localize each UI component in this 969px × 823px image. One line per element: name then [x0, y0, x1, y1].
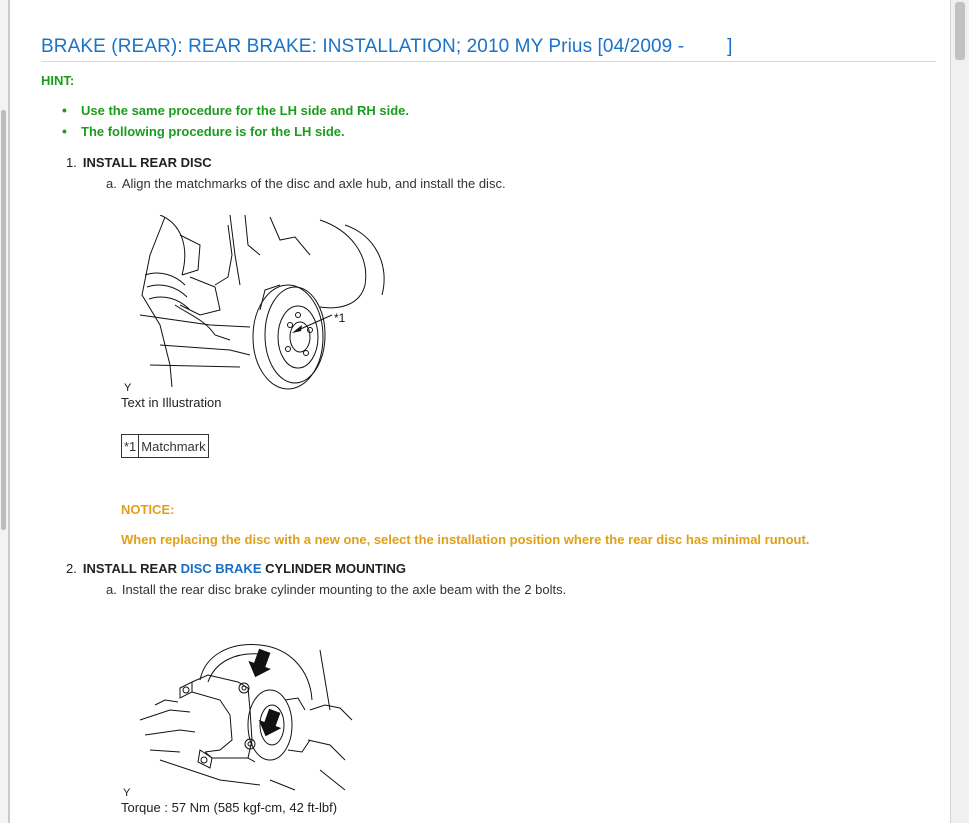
figure-corner-label: Y [123, 787, 131, 798]
hint-label: HINT: [41, 73, 75, 88]
step-1-substep-a [106, 176, 506, 191]
legend-value: Matchmark [139, 435, 208, 458]
step-title-prefix: INSTALL REAR [82, 561, 181, 576]
figure-corner-label: Y [124, 382, 132, 393]
substep-number: a. [106, 176, 117, 191]
notice-text: When replacing the disc with a new one, select the installation position where the rear disc has minimal runout. [121, 532, 810, 547]
torque-spec: Torque : 57 Nm (585 kgf-cm, 42 ft-lbf) [121, 800, 338, 815]
page-title: BRAKE (REAR): REAR BRAKE: INSTALLATION; 2010 MY Prius [04/2009 - ] [41, 36, 936, 62]
step-2-substep-a [106, 582, 566, 597]
step-title-suffix: CYLINDER MOUNTING [261, 561, 406, 576]
substep-text: Install the rear disc brake cylinder mounting to the axle beam with the 2 bolts. [121, 582, 567, 597]
step-title: INSTALL REAR DISC [82, 155, 212, 170]
scrollbar-thumb[interactable] [955, 2, 965, 60]
figure-caption: Text in Illustration [121, 395, 222, 410]
hint-list [62, 102, 409, 144]
substep-text: Align the matchmarks of the disc and axle hub, and install the disc. [121, 176, 506, 191]
substep-number: a. [106, 582, 117, 597]
legend-key: *1 [122, 435, 139, 458]
legend-row [122, 435, 209, 458]
step-number: 2. [66, 561, 77, 576]
disc-brake-link[interactable]: DISC BRAKE [180, 561, 262, 576]
illustration-legend-table [121, 434, 209, 458]
left-scroll-thumb[interactable] [1, 110, 6, 530]
hint-item: • Use the same procedure for the LH side and RH side. [62, 102, 409, 123]
hint-item: • The following procedure is for the LH side. [62, 123, 409, 144]
step-1-heading [66, 155, 212, 170]
vertical-scrollbar[interactable] [950, 0, 969, 823]
step-2-heading [66, 561, 406, 576]
rear-disc-illustration [120, 215, 390, 393]
left-scroll-gutter[interactable] [0, 0, 9, 823]
bolt-arrow-icon [244, 647, 276, 682]
cylinder-mounting-illustration [120, 640, 360, 798]
notice-label: NOTICE: [121, 502, 175, 517]
document-page [9, 0, 952, 823]
figure-callout-label: *1 [334, 311, 346, 325]
step-number: 1. [66, 155, 77, 170]
